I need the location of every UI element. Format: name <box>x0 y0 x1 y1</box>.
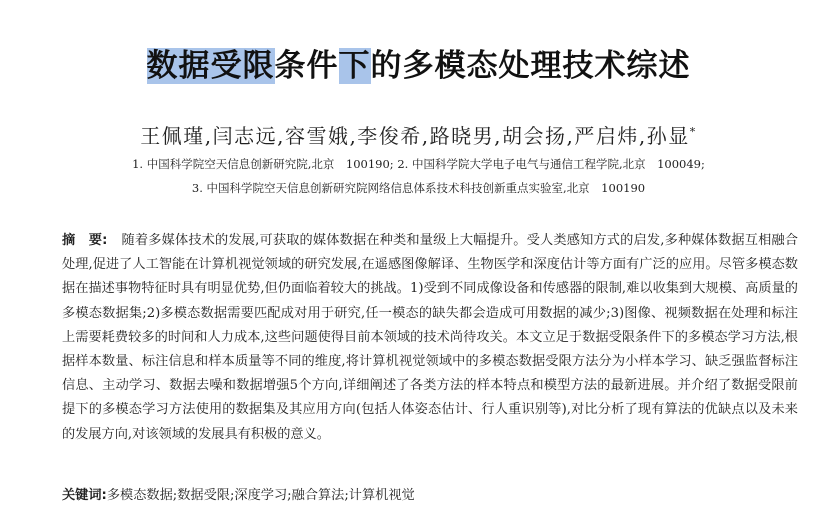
title-segment-4: 的多模态处理技术综述 <box>370 48 691 84</box>
author-names: 王佩瑾,闫志远,容雪娥,李俊希,路晓男,胡会扬,严启炜,孙显 <box>140 124 690 148</box>
title-segment-2: 条件 <box>274 48 339 84</box>
title-container <box>0 46 837 86</box>
abstract-text: 随着多媒体技术的发展,可获取的媒体数据在种类和量级上大幅提升。受人类感知方式的启发,多种媒体数据互相融合处理,促进了人工智能在计算机视觉领域的研究发展,在遥感图像解译、生物医学和深度估计等方面有广泛的应用。尽管多模态数据在描述事物特征时具有明显优势,但仍面临着较大的挑战。1)受到不同成像设备和传感器的限制,难以收集到大规模、高质量的多模态数据集;2)多模态数据需要匹配成对用于研究,任一模态的缺失都会造成可用数据的减少;3)图像、视频数据在处理和标注上需要耗费较多的时间和人力成本,这些问题使得目前本领域的技术尚待攻关。本文立足于数据受限条件下的多模态学习方法,根据样本数量、标注信息和样本质量等不同的维度,将计算机视觉领域中的多模态数据受限方法分为小样本学习、缺乏强监督标注信息、主动学习、数据去噪和数据增强5个方向,详细阐述了各类方法的样本特点和模型方法的最新进展。并介绍了数据受限前提下的多模态学习方法使用的数据集及其应用方向(包括人体姿态估计、行人重识别等),对比分析了现有算法的优缺点以及未来的发展方向,对该领域的发展具有积极的意义。 <box>62 233 798 442</box>
paper-title <box>147 46 691 86</box>
title-segment-1: 数据受限 <box>146 48 275 84</box>
keywords <box>62 484 798 503</box>
author-list <box>0 120 837 149</box>
corresponding-author-mark: * <box>689 125 697 139</box>
keywords-text: 多模态数据;数据受限;深度学习;融合算法;计算机视觉 <box>106 488 415 503</box>
abstract-label: 摘 要: <box>62 233 108 248</box>
abstract <box>62 229 798 447</box>
keywords-label: 关键词: <box>62 488 107 503</box>
affiliation-line-2: 3. 中国科学院空天信息创新研究院网络信息体系技术科技创新重点实验室,北京 100190 <box>191 181 646 195</box>
title-segment-3: 下 <box>338 48 371 84</box>
affiliation-line-1: 1. 中国科学院空天信息创新研究院,北京 100190; 2. 中国科学院大学电子电气与通信工程学院,北京 100049; <box>132 157 705 171</box>
